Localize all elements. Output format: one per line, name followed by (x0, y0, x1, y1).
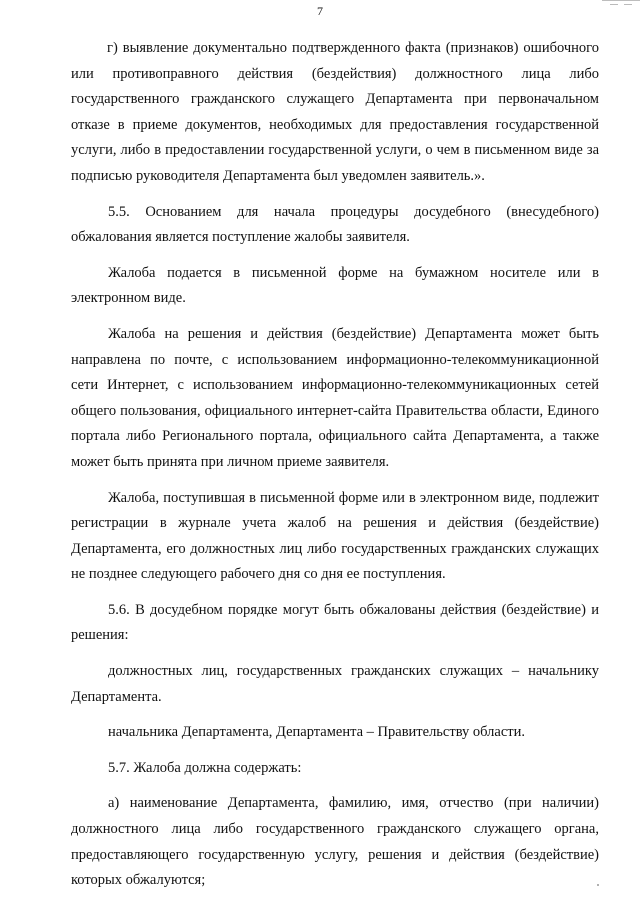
paragraph-5-5: 5.5. Основанием для начала процедуры досудебного (внесудебного) обжалования является поступление жалобы заявителя. (71, 203, 599, 246)
paragraph-complaint-registration: Жалоба, поступившая в письменной форме или в электронном виде, подлежит регистрации в журнале учета жалоб на решения и действия (бездействие) Департамента, его должностных лиц либо государственных гражданских служащих не позднее следующего рабочего дня со дня ее поступления. (71, 489, 599, 583)
paragraph-item-a: а) наименование Департамента, фамилию, имя, отчество (при наличии) должностного лица либо государственного гражданского служащего органа, предоставляющего государственную услугу, решения и действия (бездействие) которых обжалуются; (71, 795, 599, 889)
page-number: 7 (317, 4, 323, 18)
paragraph-5-7: 5.7. Жалоба должна содержать: (108, 759, 302, 776)
paragraph-complaint-channels: Жалоба на решения и действия (бездействие) Департамента может быть направлена по почте, с использованием информационно-телекоммуникационной сети Интернет, с использованием информационно-телекоммуникационных сетей общего пользования, официального интернет-сайта Правительства области, Единого портала либо Регионального портала, официального сайта Департамента, а также может быть принята при личном приеме заявителя. (71, 325, 599, 470)
document-body (71, 36, 599, 904)
paragraph-officials: должностных лиц, государственных гражданских служащих – начальнику Департамента. (71, 663, 599, 705)
scan-speck (597, 884, 599, 886)
paragraph-head-of-department: начальника Департамента, Департамента – Правительству области. (108, 724, 526, 741)
paragraph-item-g: г) выявление документально подтвержденного факта (признаков) ошибочного или противоправного действия (бездействия) должностного лица либо государственного гражданского служащего Департамента при первоначальном отказе в приеме документов, необходимых для предоставления государственной услуги, либо в предоставлении государственной услуги, о чем в письменном виде за подписью руководителя Департамента был уведомлен заявитель.». (71, 40, 599, 184)
paragraph-complaint-form: Жалоба подается в письменной форме на бумажном носителе или в электронном виде. (71, 264, 599, 307)
paragraph-5-6: 5.6. В досудебном порядке могут быть обжалованы действия (бездействие) и решения: (71, 601, 599, 644)
